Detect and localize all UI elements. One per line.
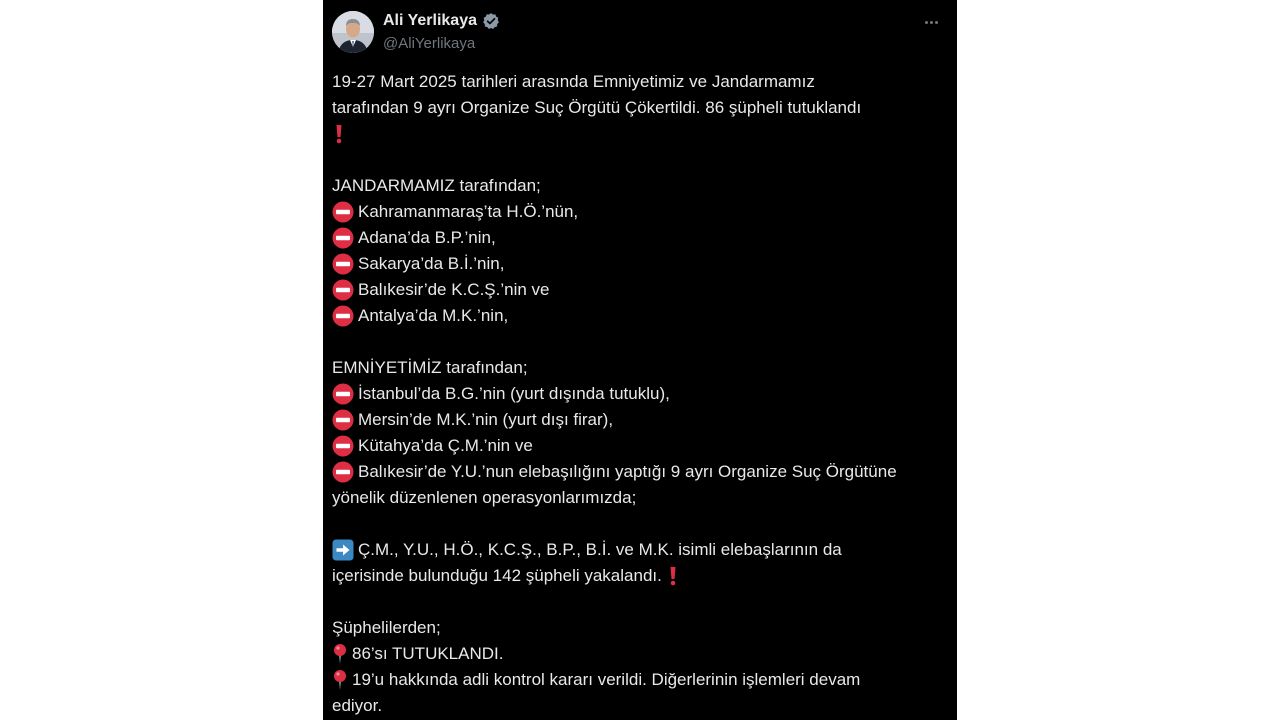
verified-badge-icon <box>482 12 500 30</box>
no-entry-icon <box>332 253 354 275</box>
no-entry-icon <box>332 383 354 405</box>
no-entry-icon <box>332 279 354 301</box>
no-entry-icon <box>332 435 354 457</box>
text-line <box>332 485 944 511</box>
tweet-header <box>323 0 957 62</box>
jandarma-header: JANDARMAMIZ tarafından; <box>332 176 541 195</box>
pin-item: 19’u hakkında adli kontrol kararı verildi. Diğerlerinin işlemleri devam <box>352 670 861 689</box>
emniyet-continuation: yönelik düzenlenen operasyonlarımızda; <box>332 488 637 507</box>
author-handle[interactable]: @AliYerlikaya <box>383 35 476 52</box>
emniyet-item: Mersin’de M.K.’nin (yurt dışı firar), <box>358 410 614 429</box>
author-name[interactable]: Ali Yerlikaya <box>383 12 477 29</box>
text-line <box>332 615 944 641</box>
round-pushpin-icon <box>332 643 348 665</box>
round-pushpin-icon <box>332 669 348 691</box>
emniyet-item: Kütahya’da Ç.M.’nin ve <box>358 436 533 455</box>
blank-line <box>332 329 944 355</box>
text-line <box>332 355 944 381</box>
no-entry-icon <box>332 227 354 249</box>
no-entry-icon <box>332 409 354 431</box>
list-item <box>332 225 944 251</box>
tweet-text <box>332 69 944 719</box>
emniyet-item: İstanbul’da B.G.’nin (yurt dışında tutuklu), <box>358 384 670 403</box>
list-item <box>332 303 944 329</box>
list-item <box>332 381 944 407</box>
blank-line <box>332 511 944 537</box>
intro-line-2: tarafından 9 ayrı Organize Suç Örgütü Çökertildi. 86 şüpheli tutuklandı <box>332 98 862 117</box>
suspects-header: Şüphelilerden; <box>332 618 441 637</box>
list-item <box>332 407 944 433</box>
avatar[interactable] <box>332 11 374 53</box>
jandarma-item: Sakarya’da B.İ.’nin, <box>358 254 505 273</box>
list-item <box>332 199 944 225</box>
list-item <box>332 641 944 667</box>
text-line <box>332 121 944 147</box>
list-item <box>332 251 944 277</box>
list-item <box>332 277 944 303</box>
text-line <box>332 173 944 199</box>
pin-item: 86’sı TUTUKLANDI. <box>352 644 504 663</box>
blank-line <box>332 589 944 615</box>
list-item <box>332 433 944 459</box>
text-line <box>332 537 944 563</box>
no-entry-icon <box>332 201 354 223</box>
summary-line-2: içerisinde bulunduğu 142 şüpheli yakalandı. <box>332 566 662 585</box>
blank-line <box>332 147 944 173</box>
emniyet-header: EMNİYETİMİZ tarafından; <box>332 358 528 377</box>
list-item <box>332 667 944 693</box>
text-line <box>332 69 944 95</box>
jandarma-item: Adana’da B.P.’nin, <box>358 228 496 247</box>
no-entry-icon <box>332 305 354 327</box>
more-options-icon[interactable] <box>921 12 941 32</box>
text-line <box>332 563 944 589</box>
no-entry-icon <box>332 461 354 483</box>
red-exclamation-icon <box>334 124 344 144</box>
text-line <box>332 95 944 121</box>
tweet-card <box>323 0 957 720</box>
jandarma-item: Antalya’da M.K.’nin, <box>358 306 509 325</box>
summary-line-1: Ç.M., Y.U., H.Ö., K.C.Ş., B.P., B.İ. ve M.K. isimli elebaşlarının da <box>358 540 842 559</box>
emniyet-item: Balıkesir’de Y.U.’nun elebaşılığını yaptığı 9 ayrı Organize Suç Örgütüne <box>358 462 897 481</box>
author-name-line <box>383 12 500 30</box>
jandarma-item: Kahramanmaraş’ta H.Ö.’nün, <box>358 202 579 221</box>
avatar-portrait-icon <box>332 11 374 53</box>
jandarma-item: Balıkesir’de K.C.Ş.’nin ve <box>358 280 550 299</box>
list-item <box>332 459 944 485</box>
pin-continuation: ediyor. <box>332 696 383 715</box>
arrow-right-icon <box>332 539 354 561</box>
red-exclamation-icon <box>668 566 678 586</box>
text-line <box>332 693 944 719</box>
intro-line-1: 19-27 Mart 2025 tarihleri arasında Emniyetimiz ve Jandarmamız <box>332 72 815 91</box>
